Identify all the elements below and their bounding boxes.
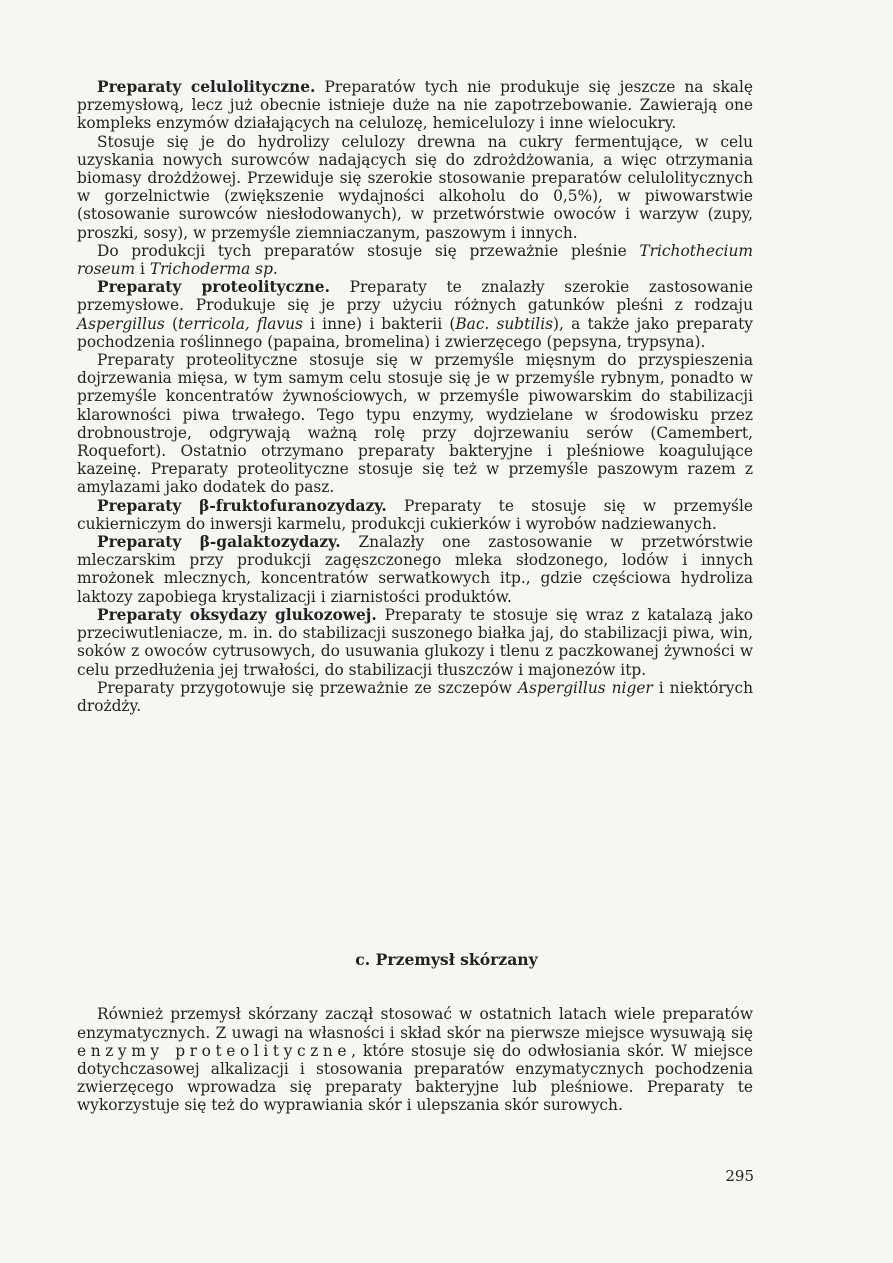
heading-cellulolytic: Preparaty celulolityczne. [97, 78, 316, 96]
species-name: Aspergillus [77, 314, 165, 333]
paragraph-text: i [135, 260, 150, 279]
heading-galactosidase: Preparaty β-galaktozydazy. [97, 533, 341, 552]
paragraph-text: , które stosuje się do odwłosiania skór. W miejsce dotychczasowej alkalizacji i stosowania preparatów enzymatycznych pochodzenia zwierzęcego wprowadza się preparaty bakteryjne lub pleśniowe. Preparaty te wykorzystuje się też do wyprawiania skór i ulepszania skór surowych. [77, 1041, 753, 1115]
section-leather-text [77, 990, 753, 1130]
spaced-emphasis: enzymy proteolityczne [77, 1041, 352, 1060]
paragraph-text: Preparaty przygotowuje się przeważnie ze szczepów [97, 678, 518, 697]
paragraph-text: Preparatów tych nie produkuje się jeszcze na skalę przemysłową, lecz już obecnie istnieje duże na nie zapotrzebowanie. Zawierają one kompleks enzymów działających na celulozę, hemicelulozy i inne wielocukry. [77, 78, 753, 133]
paragraph-text: ( [164, 314, 178, 333]
species-name: Trichoderma sp. [149, 260, 278, 279]
paragraph-galactosidase [77, 533, 753, 606]
species-name: terricola, flavus [177, 314, 303, 333]
paragraph-proteolytic-use: Preparaty proteolityczne stosuje się w przemyśle mięsnym do przyspieszenia dojrzewania mięsa, w tym samym celu stosuje się je w przemyśle rybnym, ponadto w przemyśle koncentratów żywnościowych, w przemyśle piwowarskim do stabilizacji klarowności piwa trwałego. Tego typu enzymy, wydzielane w środowisku przez drobnoustroje, odgrywają ważną rolę przy dojrzewaniu serów (Camembert, Roquefort). Ostatnio otrzymano preparaty bakteryjne i pleśniowe koagulujące kazeinę. Preparaty proteolityczne stosuje się też w przemyśle paszowym razem z amylazami jako dodatek do pasz. [77, 351, 753, 497]
paragraph-text: Preparaty te stosuje się wraz z katalazą jako przeciwutleniacze, m. in. do stabilizacji suszonego białka jaj, do stabilizacji piwa, win, soków z owoców cytrusowych, do usuwania glukozy i tlenu z paczkowanej żywności w celu przedłużenia jej trwałości, do stabilizacji tłuszczów i majonezów itp. [77, 605, 753, 679]
paragraph-text: i niektórych drożdży. [77, 678, 753, 715]
paragraph-proteolytic [77, 278, 753, 351]
paragraph-text: Również przemysł skórzany zaczął stosować w ostatnich latach wiele preparatów enzymatycznych. Z uwagi na własności i skład skór na pierwsze miejsce wysuwają się [77, 1005, 753, 1042]
paragraph-glucose-oxidase [77, 606, 753, 679]
paragraph-glucose-oxidase-source [77, 679, 753, 715]
paragraph-text: Znalazły one zastosowanie w przetwórstwie mleczarskim przy produkcji zagęszczonego mleka słodzonego, lodów i innych mrożonek mlecznych, koncentratów serwatkowych itp., gdzie częściowa hydroliza laktozy zapobiega krystalizacji i ziarnistości produktów. [77, 533, 753, 606]
paragraph-text: Preparaty te znalazły szerokie zastosowanie przemysłowe. Produkuje się je przy użyciu różnych gatunków pleśni z rodzaju [77, 278, 753, 315]
paragraph-cellulolytic [77, 78, 753, 133]
heading-proteolytic: Preparaty proteolityczne. [97, 278, 330, 297]
paragraph-text: i inne) i bakterii ( [302, 314, 456, 333]
heading-glucose-oxidase: Preparaty oksydazy glukozowej. [97, 605, 377, 624]
page-number: 295 [725, 1167, 754, 1185]
paragraph-cellulose-use: Stosuje się je do hydrolizy celulozy drewna na cukry fermentujące, w celu uzyskania nowych surowców nadających się do zdrożdżowania, a więc otrzymania biomasy drożdżowej. Przewiduje się szerokie stosowanie preparatów celulolitycznych w gorzelnictwie (zwiększenie wydajności alkoholu do 0,5%), w piwowarstwie (stosowanie surowców niesłodowanych), w przetwórstwie owoców i warzyw (zupy, proszki, sosy), w przemyśle ziemniaczanym, paszowym i innych. [77, 132, 753, 242]
paragraph-cellulose-molds [77, 242, 753, 278]
section-title: c. Przemysł skórzany [355, 950, 538, 969]
paragraph-text: ), a także jako preparaty pochodzenia roślinnego (papaina, bromelina) i zwierzęcego (pepsyna, trypsyna). [77, 314, 753, 351]
paragraph-leather [77, 1005, 753, 1114]
paragraph-fructofuranosidase [77, 497, 753, 533]
species-name: Aspergillus niger [517, 678, 653, 697]
species-name: Trichothecium roseum [77, 241, 753, 279]
species-name: Bac. subtilis [455, 314, 554, 333]
page-text [77, 78, 753, 715]
paragraph-text: Preparaty te stosuje się w przemyśle cukierniczym do inwersji karmelu, produkcji cukierków i wyrobów nadziewanych. [77, 496, 753, 533]
heading-fructofuranosidase: Preparaty β-fruktofuranozydazy. [97, 496, 387, 515]
paragraph-text: Do produkcji tych preparatów stosuje się przeważnie pleśnie [97, 241, 640, 260]
